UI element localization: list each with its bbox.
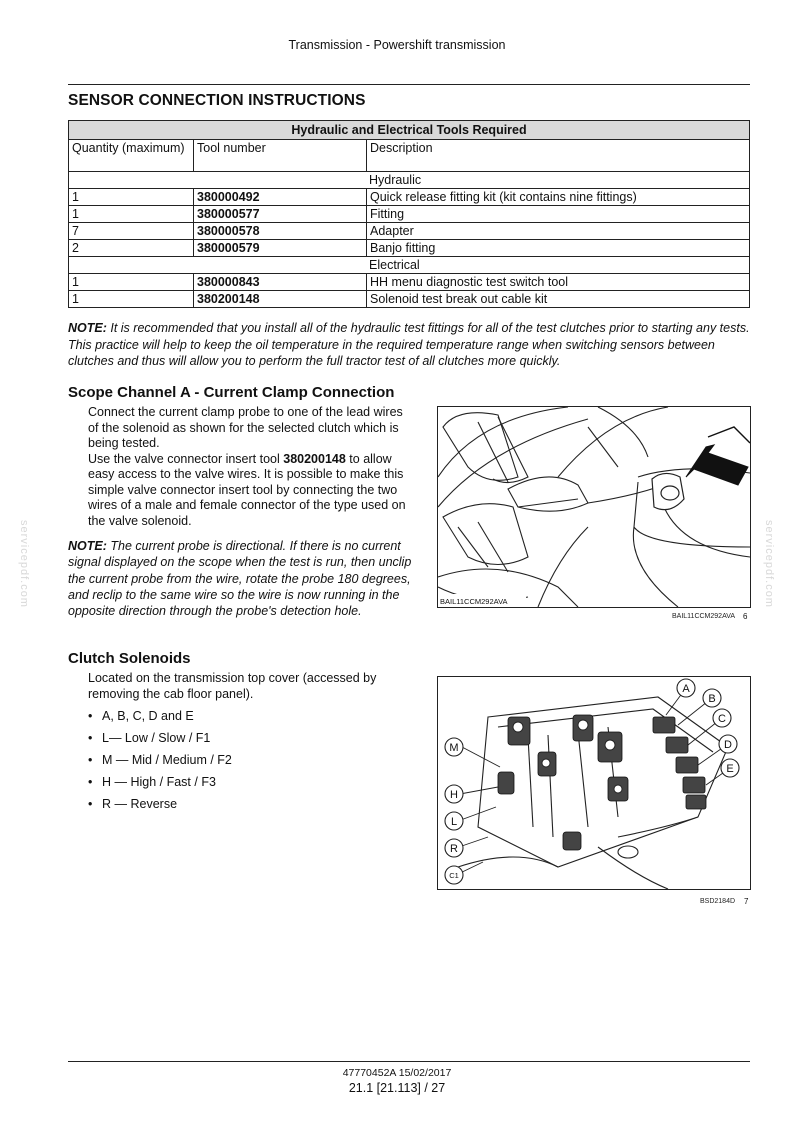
callout-e: E [726,763,734,775]
table-row [69,274,750,291]
list-item: • A, B, C, D and E [88,709,194,723]
table-cell-tool: 380200148 [194,291,367,308]
table-group-label: Electrical [69,257,750,274]
table-cell-desc: HH menu diagnostic test switch tool [367,274,750,291]
table-cell-tool: 380000577 [194,206,367,223]
list-item: • R — Reverse [88,797,178,811]
table-row [69,291,750,308]
tools-table [68,120,750,308]
footer-page-number: 21.1 [21.113] / 27 [348,1081,446,1095]
table-group-label: Hydraulic [69,172,750,189]
section-title: SENSOR CONNECTION INSTRUCTIONS [68,92,366,109]
note-text: It is recommended that you install all of the hydraulic test fittings for all of the test clutches prior to starting any tests. This practice will help to keep the oil temperature in the required temperature range when switching sensors between clutches and thus will allow you to perform the full tractor test of all clutches more quickly. [68,321,750,368]
table-cell-tool: 380000579 [194,240,367,257]
note-current-probe [68,538,413,619]
figure-caption: BAIL11CCM292AVA [672,613,736,620]
callout-m: M [449,742,459,754]
list-item: • H — High / Fast / F3 [88,775,216,789]
callout-c: C [718,713,726,725]
table-cell-tool: 380000578 [194,223,367,240]
table-cell-qty: 2 [69,240,194,257]
scope-para-2: Use the valve connector insert tool 380200148 to allow easy access to the valve wires. It is possible to make this simple valve connector insert tool by connecting the two wires of a male and female connector of the type used on the valve solenoid. [88,451,406,528]
note-text: The current probe is directional. If there is no current signal displayed on the scope when the test is run, then unclip the current probe from the wire, rotate the probe 180 degrees, and reclip to the same wire so the wire is now running in the opposite direction through the probe's detection hole. [68,539,412,619]
callout-b: B [708,693,716,705]
table-row [69,206,750,223]
callout-c1: C1 [449,871,459,880]
callout-h: H [450,789,458,801]
watermark-left: servicepdf.com [18,520,30,608]
table-cell-qty: 1 [69,274,194,291]
tool-number-bold: 380200148 [283,451,346,466]
callout-a: A [682,683,690,695]
callout-l: L [450,816,458,828]
table-cell-qty: 1 [69,291,194,308]
list-item: • L— Low / Slow / F1 [88,731,211,745]
table-cell-qty: 1 [69,206,194,223]
arrow-pointer [686,445,748,485]
clutch-list [88,709,232,819]
list-item: • M — Mid / Medium / F2 [88,753,232,767]
table-cell-qty: 1 [69,189,194,206]
clutch-heading: Clutch Solenoids [68,650,191,667]
callout-r: R [450,843,458,855]
figure-inner-label: BAIL11CCM292AVA [440,597,508,606]
running-header: Transmission - Powershift transmission [288,38,506,52]
note-oil-temperature [68,320,752,370]
table-cell-desc: Adapter [367,223,750,240]
figure-caption: BSD2184D [700,898,736,905]
clutch-solenoids-illustration [438,677,750,889]
clutch-intro: Located on the transmission top cover (accessed by removing the cab floor panel). [88,671,377,701]
table-cell-desc: Fitting [367,206,750,223]
table-cell-desc: Solenoid test break out cable kit [367,291,750,308]
table-cell-qty: 7 [69,223,194,240]
table-cell-tool: 380000492 [194,189,367,206]
scope-paragraph [88,405,410,529]
table-header: Description [367,140,750,172]
table-header: Tool number [194,140,367,172]
note-label: NOTE: [68,539,107,553]
table-cell-tool: 380000843 [194,274,367,291]
current-clamp-illustration [438,407,750,607]
table-header: Quantity (maximum) [69,140,194,172]
scope-para-1: Connect the current clamp probe to one of the lead wires of the solenoid as shown for the selected clutch which is being tested. [88,405,403,450]
note-label: NOTE: [68,321,107,335]
table-cell-desc: Banjo fitting [367,240,750,257]
figure-number: 6 [743,612,748,621]
callout-d: D [724,739,732,751]
scope-heading: Scope Channel A - Current Clamp Connection [68,384,395,401]
table-cell-desc: Quick release fitting kit (kit contains nine fittings) [367,189,750,206]
table-row [69,189,750,206]
footer-doc-number: 47770452A 15/02/2017 [342,1067,452,1079]
figure-number: 7 [744,897,749,906]
figure-current-clamp [437,406,751,608]
table-row [69,223,750,240]
footer-rule [68,1061,750,1062]
table-caption: Hydraulic and Electrical Tools Required [69,121,750,140]
header-rule [68,84,750,85]
figure-clutch-solenoids [437,676,751,890]
watermark-right: servicepdf.com [763,520,775,608]
table-row [69,240,750,257]
